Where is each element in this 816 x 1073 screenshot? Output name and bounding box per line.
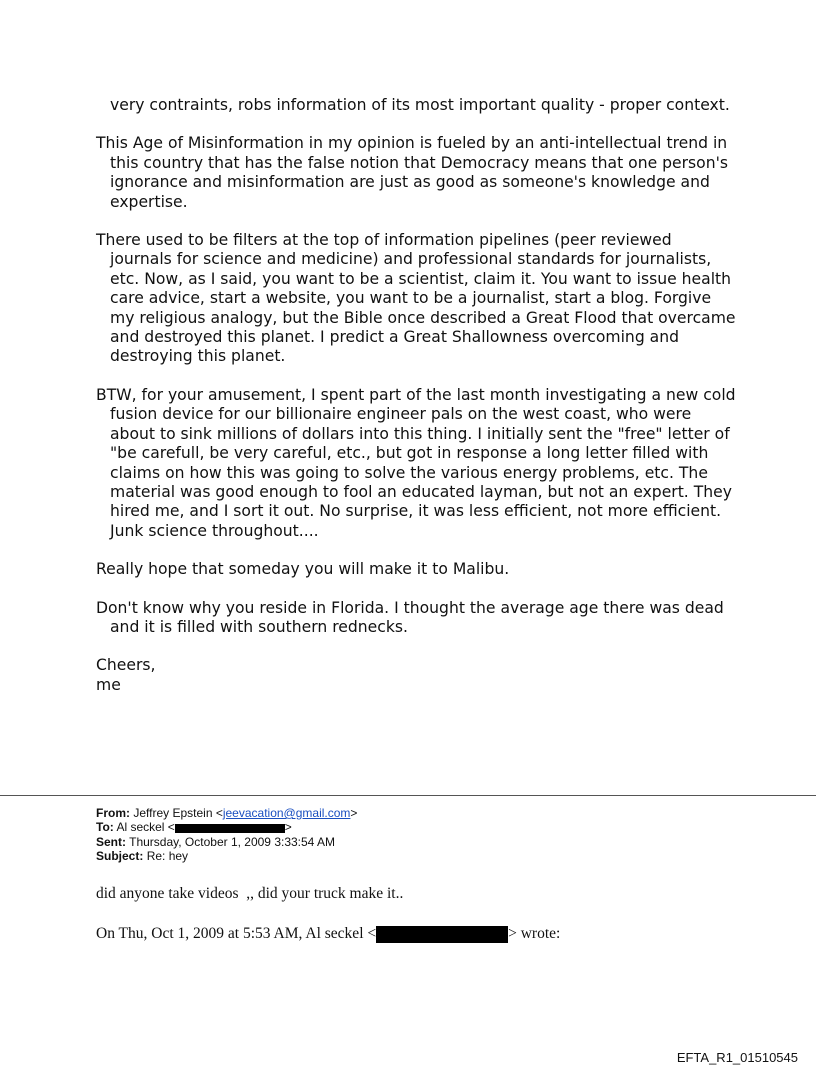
from-label: From: (96, 806, 130, 820)
from-line (96, 806, 357, 820)
body-paragraph-1: very contraints, robs information of its most important quality - proper context. (110, 96, 730, 114)
email-header (96, 806, 357, 864)
body-paragraph-2: This Age of Misinformation in my opinion is fueled by an anti-intellectual trend in this country that has the false notion that Democracy means that one person's ignorance and misinformation are just as good as someone's knowledge and expertise. (96, 134, 729, 211)
signature: me (96, 675, 121, 694)
signoff: Cheers, (96, 656, 156, 675)
reply-message: did anyone take videos ,, did your truck make it.. (96, 885, 404, 902)
quote-attribution (96, 925, 560, 943)
quote-suffix: > wrote: (508, 925, 561, 942)
email-body (96, 96, 736, 695)
from-close: > (350, 806, 358, 820)
redaction-box (376, 926, 508, 943)
from-name: Jeffrey Epstein < (133, 806, 223, 820)
body-paragraph-5: Really hope that someday you will make it to Malibu. (96, 560, 510, 579)
to-label: To: (96, 820, 114, 835)
from-email-link[interactable]: jeevacation@gmail.com (222, 806, 351, 820)
subject-value: Re: hey (146, 849, 189, 864)
quote-prefix: On Thu, Oct 1, 2009 at 5:53 AM, Al seckel < (96, 925, 377, 942)
subject-line (96, 849, 357, 863)
sent-label: Sent: (96, 834, 126, 849)
sent-value: Thursday, October 1, 2009 3:33:54 AM (129, 834, 336, 849)
redaction-box (175, 824, 285, 833)
sent-line (96, 835, 357, 849)
subject-label: Subject: (96, 849, 144, 864)
body-paragraph-6: Don't know why you reside in Florida. I thought the average age there was dead and it is filled with southern rednecks. (96, 598, 724, 636)
body-paragraph-3: There used to be filters at the top of information pipelines (peer reviewed journals for science and medicine) and professional standards for journalists, etc. Now, as I said, you want to be a scientist, claim it. You want to issue health care advice, start a website, you want to be a journalist, start a blog. Forgive my religious analogy, but the Bible once described a Great Flood that overcame and destroyed this planet. I predict a Great Shallowness overcoming and destroying this planet. (96, 231, 736, 366)
body-paragraph-4: BTW, for your amusement, I spent part of the last month investigating a new cold fusion device for our billionaire engineer pals on the west coast, who were about to sink millions of dollars into this thing. I initially sent the "free" letter of "be carefull, be very careful, etc., but got in response a long letter filled with claims on how this was going to solve the various energy problems, etc. The material was good enough to fool an educated layman, but not an expert. They hired me, and I sort it out. No surprise, it was less efficient, not more efficient. Junk science throughout.... (96, 385, 736, 540)
bates-number: EFTA_R1_01510545 (676, 1050, 798, 1065)
to-line (96, 820, 357, 834)
message-divider (0, 795, 816, 796)
to-name: Al seckel < (116, 820, 175, 835)
to-close: > (284, 820, 292, 835)
